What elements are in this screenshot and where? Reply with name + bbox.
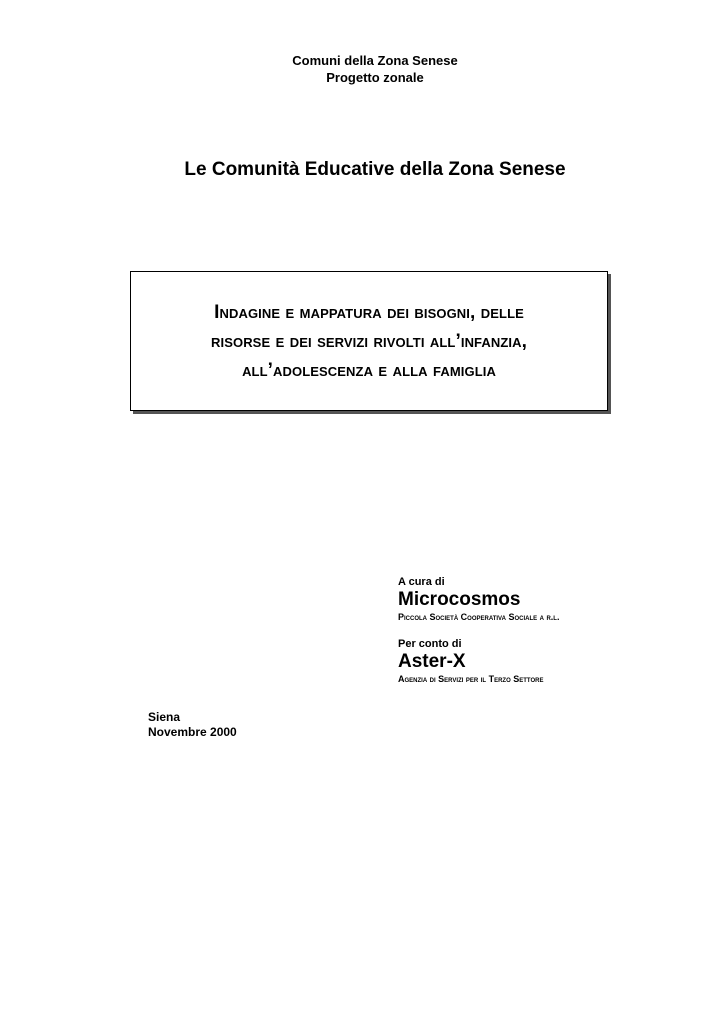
curated-by-label: A cura di	[398, 576, 445, 588]
on-behalf-of-org: Aster-X	[398, 651, 466, 672]
on-behalf-of-block	[398, 637, 698, 685]
document-header	[0, 52, 724, 86]
curated-by-org: Microcosmos	[398, 589, 521, 610]
on-behalf-of-label: Per conto di	[398, 638, 462, 650]
date: Novembre 2000	[148, 725, 237, 739]
curated-by-desc: Piccola Società Cooperativa Sociale a r.l.	[398, 612, 560, 622]
boxed-title-line-1: Indagine e mappatura dei bisogni, delle	[214, 301, 524, 323]
boxed-title-text	[136, 298, 602, 385]
place: Siena	[148, 710, 181, 724]
main-title: Le Comunità Educative della Zona Senese	[184, 159, 566, 180]
boxed-title-line-3: all’adolescenza e alla famiglia	[242, 359, 496, 381]
boxed-title-line-2: risorse e dei servizi rivolti all’infanzia,	[211, 330, 527, 352]
boxed-title	[130, 271, 608, 411]
header-project: Progetto zonale	[326, 70, 424, 85]
header-municipalities: Comuni della Zona Senese	[292, 53, 458, 68]
credits-section	[398, 575, 698, 699]
place-date	[148, 710, 237, 740]
curated-by-block	[398, 575, 698, 623]
on-behalf-of-desc: Agenzia di Servizi per il Terzo Settore	[398, 674, 544, 684]
